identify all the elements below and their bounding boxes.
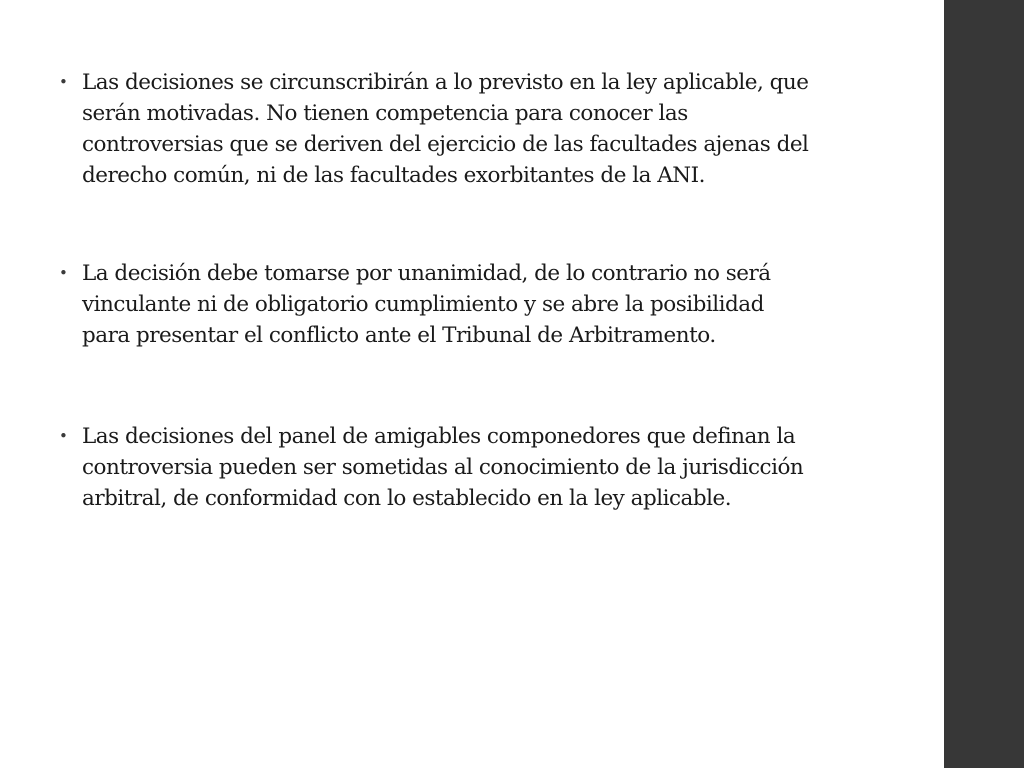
bullet-line: para presentar el conflicto ante el Tribunal de Arbitramento. [82,323,716,348]
bullet-line: controversia pueden ser sometidas al conocimiento de la jurisdicción [82,455,804,480]
bullet-item-decisions-scope [59,67,912,191]
bullet-line: vinculante ni de obligatorio cumplimiento y se abre la posibilidad [82,292,764,317]
bullet-dot-icon: • [59,264,68,282]
accent-side-bar [944,0,1024,768]
bullet-line: derecho común, ni de las facultades exorbitantes de la ANI. [82,163,705,188]
bullet-line: controversias que se deriven del ejercicio de las facultades ajenas del [82,132,809,157]
bullet-line: La decisión debe tomarse por unanimidad, de lo contrario no será [82,261,771,286]
bullet-line: serán motivadas. No tienen competencia para conocer las [82,101,688,126]
bullet-item-unanimity [59,258,912,351]
bullet-dot-icon: • [59,73,68,91]
bullet-item-arbitral-jurisdiction [59,421,912,514]
bullet-line: Las decisiones del panel de amigables componedores que definan la [82,424,796,449]
bullet-line: Las decisiones se circunscribirán a lo previsto en la ley aplicable, que [82,70,809,95]
bullet-dot-icon: • [59,427,68,445]
bullet-line: arbitral, de conformidad con lo establecido en la ley aplicable. [82,486,732,511]
